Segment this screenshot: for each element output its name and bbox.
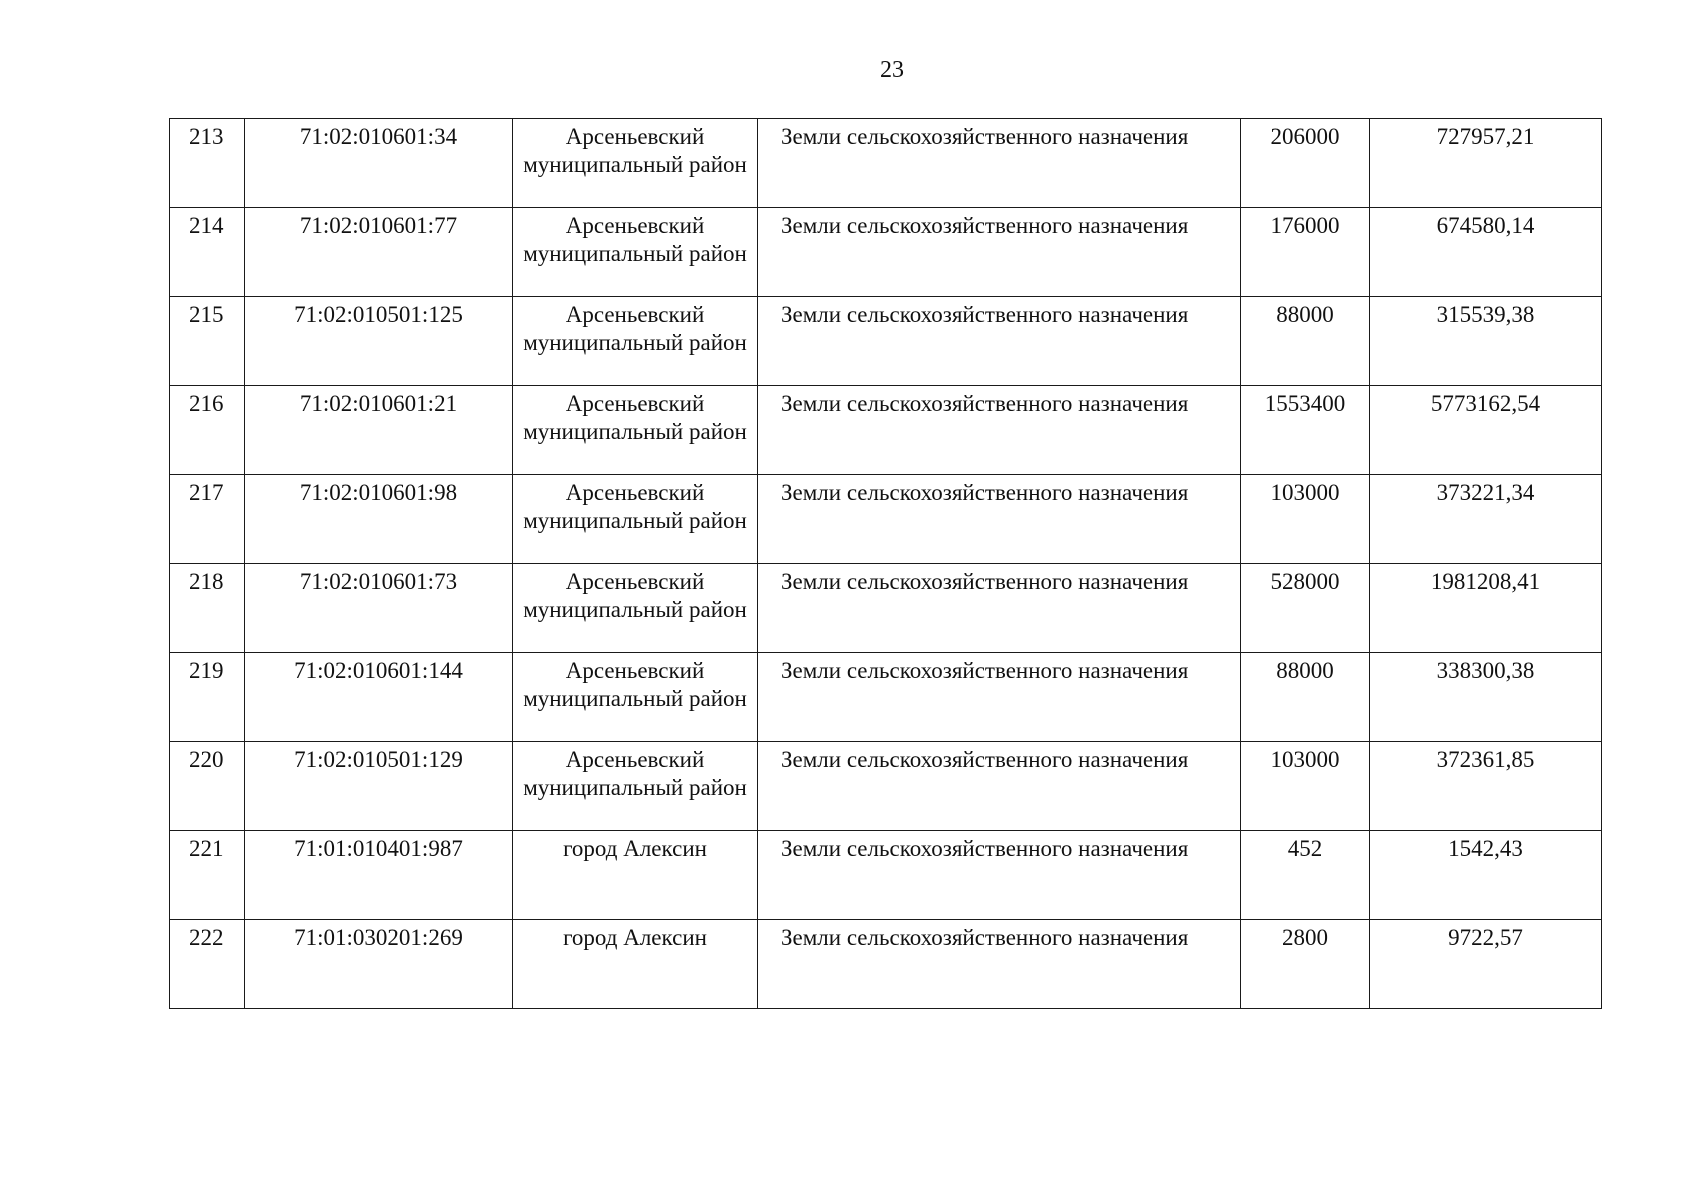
cadastral-value: 9722,57	[1370, 920, 1602, 1009]
land-plots-table	[169, 118, 1602, 1009]
cadastral-number: 71:01:010401:987	[245, 831, 513, 920]
cadastral-number: 71:02:010501:125	[245, 297, 513, 386]
area: 103000	[1241, 742, 1370, 831]
cadastral-number: 71:02:010601:77	[245, 208, 513, 297]
table-row	[170, 742, 1602, 831]
cadastral-value: 674580,14	[1370, 208, 1602, 297]
land-category: Земли сельскохозяйственного назначения	[758, 564, 1241, 653]
land-category: Земли сельскохозяйственного назначения	[758, 653, 1241, 742]
table-row	[170, 119, 1602, 208]
area: 206000	[1241, 119, 1370, 208]
location: город Алексин	[513, 920, 758, 1009]
land-category: Земли сельскохозяйственного назначения	[758, 119, 1241, 208]
land-category: Земли сельскохозяйственного назначения	[758, 831, 1241, 920]
location: Арсеньевский муниципальный район	[513, 564, 758, 653]
cadastral-value: 1981208,41	[1370, 564, 1602, 653]
row-number: 216	[170, 386, 245, 475]
cadastral-value: 338300,38	[1370, 653, 1602, 742]
table-row	[170, 208, 1602, 297]
row-number: 213	[170, 119, 245, 208]
area: 452	[1241, 831, 1370, 920]
table-row	[170, 831, 1602, 920]
land-category: Земли сельскохозяйственного назначения	[758, 742, 1241, 831]
area: 88000	[1241, 653, 1370, 742]
row-number: 222	[170, 920, 245, 1009]
cadastral-number: 71:02:010601:73	[245, 564, 513, 653]
land-category: Земли сельскохозяйственного назначения	[758, 386, 1241, 475]
cadastral-number: 71:02:010601:21	[245, 386, 513, 475]
cadastral-number: 71:02:010501:129	[245, 742, 513, 831]
location: Арсеньевский муниципальный район	[513, 297, 758, 386]
table-row	[170, 653, 1602, 742]
location: город Алексин	[513, 831, 758, 920]
row-number: 220	[170, 742, 245, 831]
area: 176000	[1241, 208, 1370, 297]
cadastral-number: 71:01:030201:269	[245, 920, 513, 1009]
table-row	[170, 386, 1602, 475]
table-row	[170, 564, 1602, 653]
table-row	[170, 475, 1602, 564]
location: Арсеньевский муниципальный район	[513, 119, 758, 208]
cadastral-value: 372361,85	[1370, 742, 1602, 831]
table-body	[170, 119, 1602, 1009]
row-number: 219	[170, 653, 245, 742]
cadastral-number: 71:02:010601:144	[245, 653, 513, 742]
row-number: 217	[170, 475, 245, 564]
table-row	[170, 297, 1602, 386]
land-category: Земли сельскохозяйственного назначения	[758, 208, 1241, 297]
area: 1553400	[1241, 386, 1370, 475]
row-number: 214	[170, 208, 245, 297]
location: Арсеньевский муниципальный район	[513, 475, 758, 564]
area: 103000	[1241, 475, 1370, 564]
area: 2800	[1241, 920, 1370, 1009]
cadastral-value: 727957,21	[1370, 119, 1602, 208]
cadastral-number: 71:02:010601:98	[245, 475, 513, 564]
land-category: Земли сельскохозяйственного назначения	[758, 475, 1241, 564]
cadastral-value: 373221,34	[1370, 475, 1602, 564]
location: Арсеньевский муниципальный район	[513, 742, 758, 831]
cadastral-value: 315539,38	[1370, 297, 1602, 386]
location: Арсеньевский муниципальный район	[513, 653, 758, 742]
cadastral-number: 71:02:010601:34	[245, 119, 513, 208]
area: 88000	[1241, 297, 1370, 386]
row-number: 215	[170, 297, 245, 386]
row-number: 218	[170, 564, 245, 653]
row-number: 221	[170, 831, 245, 920]
cadastral-value: 1542,43	[1370, 831, 1602, 920]
land-category: Земли сельскохозяйственного назначения	[758, 920, 1241, 1009]
location: Арсеньевский муниципальный район	[513, 386, 758, 475]
table-row	[170, 920, 1602, 1009]
page-number: 23	[880, 57, 904, 83]
area: 528000	[1241, 564, 1370, 653]
cadastral-value: 5773162,54	[1370, 386, 1602, 475]
land-category: Земли сельскохозяйственного назначения	[758, 297, 1241, 386]
location: Арсеньевский муниципальный район	[513, 208, 758, 297]
